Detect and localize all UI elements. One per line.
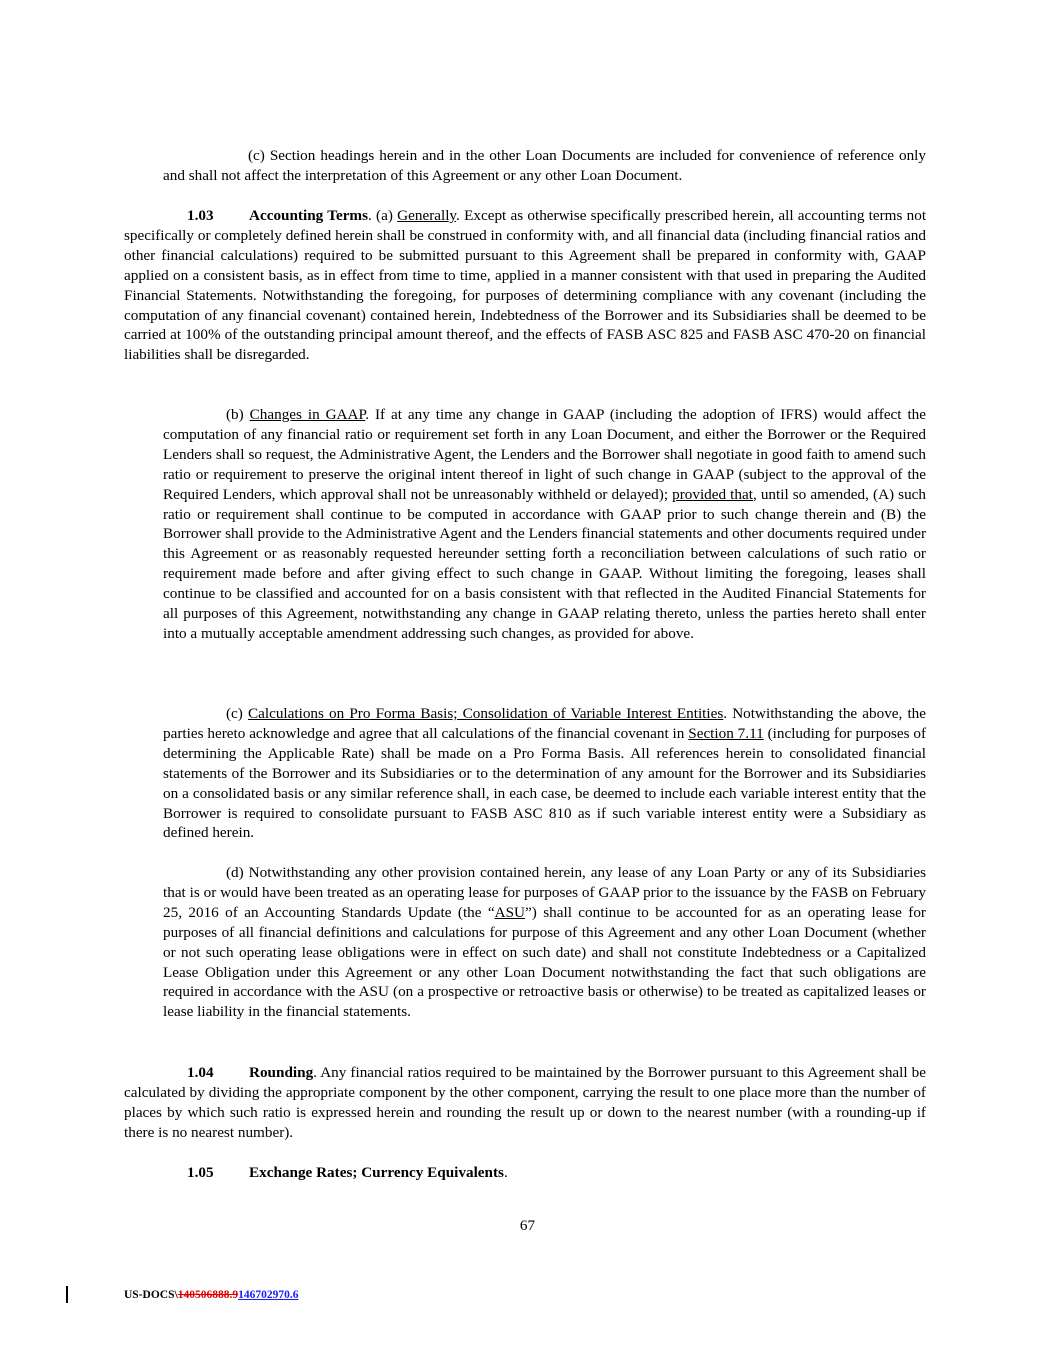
- section-title: Accounting Terms: [249, 207, 368, 224]
- section-1-05: 1.05 Exchange Rates; Currency Equivalents.: [187, 1164, 508, 1181]
- paragraph-label: (d): [226, 864, 244, 881]
- paragraph-text-part1: Notwithstanding the above, the parties hereto acknowledge and agree that all calculations of the financial covenant in: [163, 705, 927, 742]
- section-number: 1.04: [187, 1064, 214, 1081]
- paragraph-d-operating-lease: [163, 863, 926, 1022]
- paragraph-b-changes-in-gaap: (b) Changes in GAAP. If at any time any change in GAAP (including the adoption of IFRS) would affect the computation of any financial ratio or requirement set forth in any Loan Document, and either the Borrower or the Required Lenders shall so request, the Administrative Agent, the Lenders and the Borrower shall negotiate in good faith to amend such ratio or requirement to preserve the original intent thereof in light of such change in GAAP (subject to the approval of the Required Lenders, which approval shall not be unreasonably withheld or delayed); provided that, until so amended, (A) such ratio or requirement shall continue to be computed in accordance with GAAP prior to such change therein and (B) the Borrower shall provide to the Administrative Agent and the Lenders financial statements and other documents required under this Agreement or as reasonably requested hereunder setting forth a reconciliation between calculations of such ratio or requirement made before and after giving effect to such change in GAAP. Without limiting the foregoing, leases shall continue to be classified and accounted for on a basis consistent with that reflected in the Audited Financial Statements for all purposes of this Agreement, notwithstanding any change in GAAP relating thereto, unless the parties hereto shall enter into a mutually acceptable amendment addressing such changes, as provided for above.: [163, 406, 927, 642]
- paragraph-label: (c): [248, 147, 265, 164]
- paragraph-label: (b): [226, 406, 244, 423]
- section-reference: Section 7.11: [688, 724, 764, 742]
- paragraph-text-part2: (including for purposes of determining the Applicable Rate) shall be made on a Pro Forma Basis. All references herein to consolidated financial statements of the Borrower and its Subsidiaries or to the determination of any amount for the Borrower and its Subsidiaries on a consolidated basis or any similar reference shall, in each case, be deemed to include each variable interest entity that the Borrower is required to consolidate pursuant to FASB ASC 810 as if such variable interest entity were a Subsidiary as defined herein.: [163, 724, 927, 842]
- section-title: Rounding: [249, 1064, 314, 1081]
- paragraph-text-part1: Notwithstanding any other provision contained herein, any lease of any Loan Party or any of its Subsidiaries that is or would have been treated as an operating lease for purposes of GAAP prior to the issuance by the FASB on February 25, 2016 of an Accounting Standards Update (the “: [163, 864, 926, 921]
- footer-prefix: US-DOCS\: [124, 1289, 178, 1301]
- paragraph-c-section-headings: [163, 146, 926, 186]
- subsection-label: (a): [376, 207, 393, 224]
- section-text: Any financial ratios required to be maintained by the Borrower pursuant to this Agreement shall be calculated by dividing the appropriate component by the other component, carrying the result to one place more than the number of places by which such ratio is expressed herein and rounding the result up or down to the nearest number (with a rounding-up if there is no nearest number).: [124, 1064, 926, 1141]
- paragraph-text: Section headings herein and in the other Loan Documents are included for convenience of reference only and shall not affect the interpretation of this Agreement or any other Loan Document.: [163, 147, 926, 184]
- section-title: Exchange Rates; Currency Equivalents: [249, 1164, 504, 1181]
- change-bar: [66, 1286, 68, 1303]
- subsection-heading: Generally: [397, 207, 457, 224]
- paragraph-heading: Changes in GAAP: [249, 406, 366, 423]
- deleted-doc-id: 140506888.9: [177, 1289, 239, 1301]
- page-number: 67: [519, 1217, 536, 1234]
- section-number: 1.03: [187, 207, 214, 224]
- proviso-term: provided that: [672, 485, 753, 503]
- section-1-04: 1.04 Rounding. Any financial ratios required to be maintained by the Borrower pursuant to this Agreement shall be calculated by dividing the appropriate component by the other component, carrying the result to one place more than the number of places by which such ratio is expressed herein and rounding the result up or down to the nearest number (with a rounding-up if there is no nearest number).: [124, 1064, 926, 1141]
- paragraph-label: (c): [226, 705, 243, 722]
- section-1-03: 1.03 Accounting Terms. (a) Generally. Except as otherwise specifically prescribed herein, all accounting terms not specifically or completely defined herein shall be construed in conformity with, and all financial data (including financial ratios and other financial calculations) required to be submitted pursuant to this Agreement shall be prepared in conformity with, GAAP applied on a consistent basis, as in effect from time to time, applied in a manner consistent with that used in preparing the Audited Financial Statements. Notwithstanding the foregoing, for purposes of determining compliance with any covenant (including the computation of any financial covenant) contained herein, Indebtedness of the Borrower and its Subsidiaries shall be deemed to be carried at 100% of the outstanding principal amount thereof, and the effects of FASB ASC 825 and FASB ASC 470-20 on financial liabilities shall be disregarded.: [124, 207, 927, 364]
- document-footer-id: [124, 1289, 298, 1301]
- paragraph-heading: Calculations on Pro Forma Basis; Consolidation of Variable Interest Entities: [248, 705, 724, 722]
- paragraph-text-part2: , until so amended, (A) such ratio or requirement shall continue to be computed in accordance with GAAP prior to such change therein and (B) the Borrower shall provide to the Administrative Agent and the Lenders financial statements and other documents required under this Agreement or as reasonably requested hereunder setting forth a reconciliation between calculations of such ratio or requirement made before and after giving effect to such change in GAAP. Without limiting the foregoing, leases shall continue to be classified and accounted for on a basis consistent with that reflected in the Audited Financial Statements for all purposes of this Agreement, notwithstanding any change in GAAP relating thereto, unless the parties hereto shall enter into a mutually acceptable amendment addressing such changes, as provided for above.: [163, 485, 927, 642]
- section-number: 1.05: [187, 1164, 214, 1181]
- section-text: Except as otherwise specifically prescribed herein, all accounting terms not specifically or completely defined herein shall be construed in conformity with, and all financial data (including financial ratios and other financial calculations) required to be submitted pursuant to this Agreement shall be prepared in conformity with, GAAP applied on a consistent basis, as in effect from time to time, applied in a manner consistent with that used in preparing the Audited Financial Statements. Notwithstanding the foregoing, for purposes of determining compliance with any covenant (including the computation of any financial covenant) contained herein, Indebtedness of the Borrower and its Subsidiaries shall be deemed to be carried at 100% of the outstanding principal amount thereof, and the effects of FASB ASC 825 and FASB ASC 470-20 on financial liabilities shall be disregarded.: [124, 207, 927, 364]
- inserted-doc-id: 146702970.6: [238, 1289, 299, 1301]
- paragraph-text-part1: If at any time any change in GAAP (including the adoption of IFRS) would affect the computation of any financial ratio or requirement set forth in any Loan Document, and either the Borrower or the Required Lenders shall so request, the Administrative Agent, the Lenders and the Borrower shall negotiate in good faith to amend such ratio or requirement to preserve the original intent thereof in light of such change in GAAP (subject to the approval of the Required Lenders, which approval shall not be unreasonably withheld or delayed);: [163, 406, 926, 503]
- defined-term: ASU: [494, 903, 526, 921]
- paragraph-text-part2: ”) shall continue to be accounted for as an operating lease for purposes of all financial definitions and calculations for purpose of this Agreement and any other Loan Document (whether or not such operating lease obligations were in effect on such date) and shall not constitute Indebtedness or a Capitalized Lease Obligation under this Agreement or any other Loan Document notwithstanding the fact that such obligations are required in accordance with the ASU (on a prospective or retroactive basis or otherwise) to be treated as capitalized leases or lease liability in the financial statements.: [163, 903, 926, 1021]
- paragraph-c-pro-forma: (c) Calculations on Pro Forma Basis; Consolidation of Variable Interest Entities. Notwithstanding the above, the parties hereto acknowledge and agree that all calculations of the financial covenant in Section 7.11 (including for purposes of determining the Applicable Rate) shall be made on a Pro Forma Basis. All references herein to consolidated financial statements of the Borrower and its Subsidiaries or to the determination of any amount for the Borrower and its Subsidiaries on a consolidated basis or any similar reference shall, in each case, be deemed to include each variable interest entity that the Borrower is required to consolidate pursuant to FASB ASC 810 as if such variable interest entity were a Subsidiary as defined herein.: [163, 705, 927, 842]
